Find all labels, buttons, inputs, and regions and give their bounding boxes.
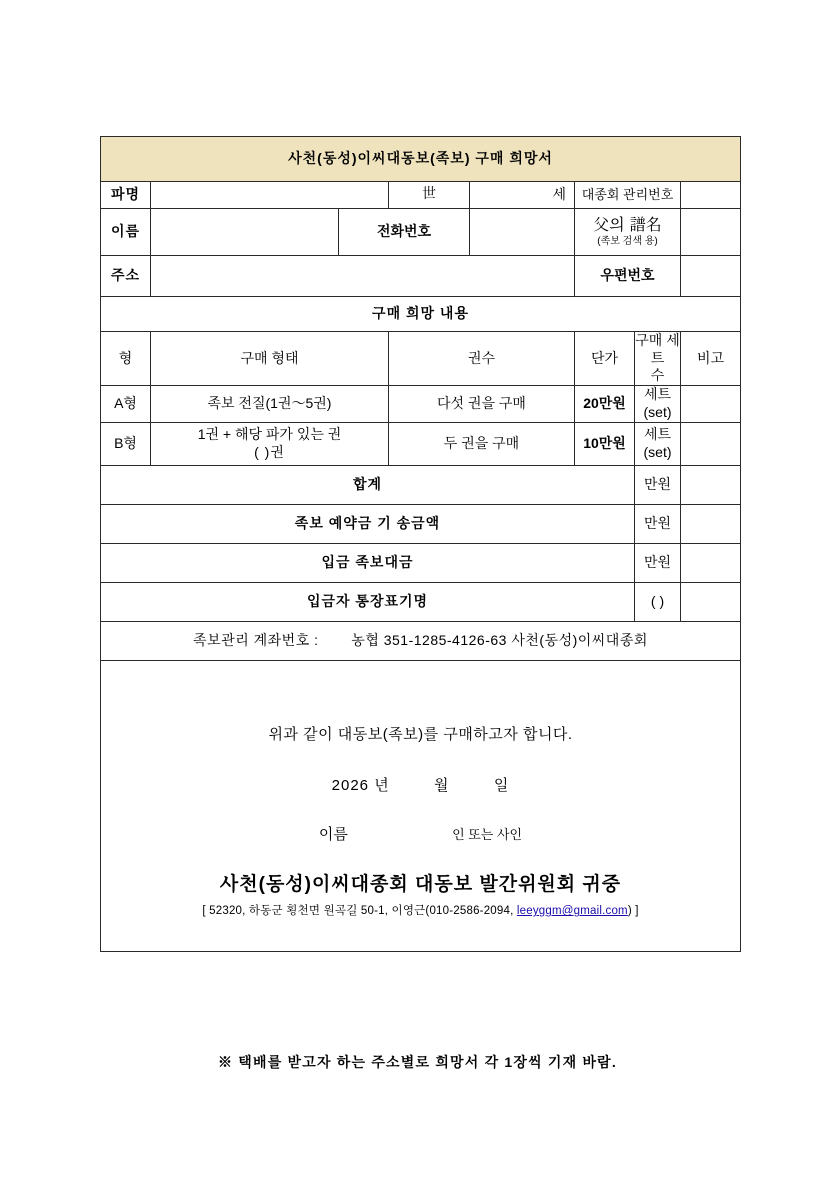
row-b-volumes: 두 권을 구매 [389,422,575,465]
input-zipcode[interactable] [681,256,741,297]
input-address[interactable] [151,256,575,297]
row-footer-block [101,660,741,951]
footer-address [101,904,740,918]
row-a-set[interactable]: 세트(set) [635,385,681,422]
row-column-headers [101,332,741,386]
row-a-type: A형 [101,385,151,422]
label-address: 주소 [101,256,151,297]
title-row [101,137,741,182]
label-zipcode: 우편번호 [575,256,681,297]
input-pamyeong[interactable] [151,182,389,209]
colheader-form: 구매 형태 [151,332,389,386]
colheader-volumes: 권수 [389,332,575,386]
footer-date-month: 월 [434,777,450,795]
colheader-set-count [635,332,681,386]
note-prepaid[interactable] [681,504,741,543]
label-pamyeong: 파명 [101,182,151,209]
note-depositor[interactable] [681,582,741,621]
footer-date-year: 2026 년 [331,777,390,795]
label-father-bomyeong-sub: (족보 검색 용) [597,236,658,248]
form-table [100,136,741,952]
colheader-type: 형 [101,332,151,386]
row-b-form-line2[interactable]: ( )권 [254,443,285,460]
footer-sign-label: 인 또는 사인 [452,826,523,842]
account-label: 족보관리 계좌번호 : [193,631,319,648]
footer-date [101,777,740,796]
footer-signature-line [101,826,740,845]
row-deposit-amount [101,543,741,582]
label-father-bomyeong [575,209,681,256]
section-header-purchase: 구매 희망 내용 [101,297,741,332]
account-value: 농협 351-1285-4126-63 사천(동성)이씨대종회 [351,631,648,648]
bottom-note: ※ 택배를 받고자 하는 주소별로 희망서 각 1장씩 기재 바람. [217,1054,617,1070]
label-se: 세 [470,182,575,209]
row-b-price: 10만원 [575,422,635,465]
value-prepaid[interactable]: 만원 [635,504,681,543]
row-b-form [151,422,389,465]
row-section-header [101,297,741,332]
document-title: 사천(동성)이씨대동보(족보) 구매 희망서 [101,137,741,182]
row-address [101,256,741,297]
row-name [101,209,741,256]
footer-statement: 위과 같이 대동보(족보)를 구매하고자 합니다. [268,726,573,744]
label-total-sum: 합계 [101,465,635,504]
account-info [101,621,741,660]
label-phone: 전화번호 [339,209,470,256]
input-name[interactable] [151,209,339,256]
row-a-form: 족보 전질(1권～5권) [151,385,389,422]
label-deposit-amount: 입금 족보대금 [101,543,635,582]
label-name: 이름 [101,209,151,256]
footer-email[interactable]: leeyggm@gmail.com [516,905,628,918]
footer-address-suffix: ) ] [627,905,639,918]
colheader-note: 비고 [681,332,741,386]
row-account [101,621,741,660]
table-row [101,422,741,465]
purchase-request-form [100,136,740,952]
input-depositor-name[interactable]: ( ) [635,582,681,621]
footer-date-day: 일 [493,777,510,795]
input-phone[interactable] [470,209,575,256]
label-se-hanja: 世 [389,182,470,209]
footer-organization: 사천(동성)이씨대종회 대동보 발간위원회 귀중 [219,873,622,895]
value-deposit-amount[interactable]: 만원 [635,543,681,582]
note-deposit-amount[interactable] [681,543,741,582]
input-father-bomyeong[interactable] [681,209,741,256]
row-b-type: B형 [101,422,151,465]
label-daejonghoe-number: 대종회 관리번호 [575,182,681,209]
row-b-note[interactable] [681,422,741,465]
input-daejonghoe-number[interactable] [681,182,741,209]
row-depositor [101,582,741,621]
row-prepaid [101,504,741,543]
label-prepaid: 족보 예약금 기 송금액 [101,504,635,543]
label-depositor-name: 입금자 통장표기명 [101,582,635,621]
footer-cell [101,660,741,951]
row-b-form-line1: 1권 + 해당 파가 있는 권 [197,426,342,442]
row-b-set[interactable]: 세트(set) [635,422,681,465]
table-row [101,385,741,422]
footer-name-label: 이름 [318,825,348,843]
colheader-price: 단가 [575,332,635,386]
row-a-price: 20만원 [575,385,635,422]
row-total-sum [101,465,741,504]
value-total-sum[interactable]: 만원 [635,465,681,504]
colheader-set-count-line2: 수 [650,367,665,383]
colheader-set-count-line1: 구매 세트 [635,332,680,366]
row-a-note[interactable] [681,385,741,422]
note-total-sum[interactable] [681,465,741,504]
row-pamyeong [101,182,741,209]
footer-inner [101,692,740,918]
footer-address-prefix: [ 52320, 하동군 횡천면 원곡길 50-1, 이영근(010-2586-2094, [202,905,517,918]
row-a-volumes: 다섯 권을 구매 [389,385,575,422]
label-father-bomyeong-main: 父의 譜名 [593,215,662,235]
